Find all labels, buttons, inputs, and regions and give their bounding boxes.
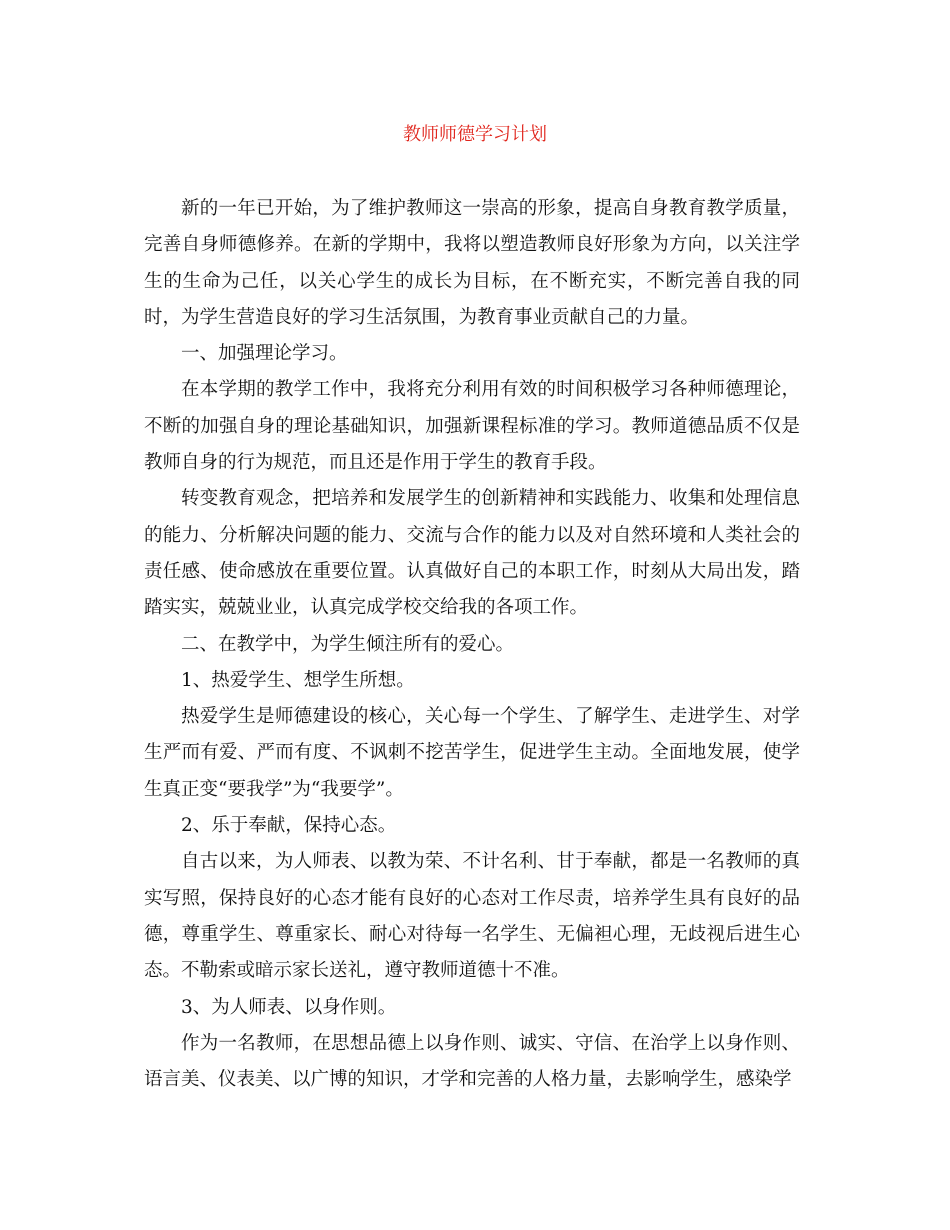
document-title: 教师师德学习计划	[403, 124, 547, 145]
document-body	[144, 191, 800, 1098]
paragraph-theory-study: 在本学期的教学工作中，我将充分利用有效的时间积极学习各种师德理论，不断的加强自身的理论基础知识，加强新课程标准的学习。教师道德品质不仅是教师自身的行为规范，而且还是作用于学生的教育手段。	[144, 379, 800, 474]
paragraph-intro: 新的一年已开始，为了维护教师这一崇高的形象，提高自身教育教学质量，完善自身师德修养。在新的学期中，我将以塑造教师良好形象为方向，以关注学生的生命为己任，以关心学生的成长为目标，在不断充实，不断完善自我的同时，为学生营造良好的学习生活氛围，为教育事业贡献自己的力量。	[144, 198, 800, 328]
heading-theory-study: 一、加强理论学习。	[181, 343, 348, 365]
paragraph-concept-change: 转变教育观念，把培养和发展学生的创新精神和实践能力、收集和处理信息的能力、分析解决问题的能力、交流与合作的能力以及对自然环境和人类社会的责任感、使命感放在重要位置。认真做好自己的本职工作，时刻从大局出发，踏踏实实，兢兢业业，认真完成学校交给我的各项工作。	[144, 488, 800, 619]
paragraph-role-model: 作为一名教师，在思想品德上以身作则、诚实、守信、在治学上以身作则、语言美、仪表美、以广博的知识，才学和完善的人格力量，去影响学生，感染学	[144, 1032, 800, 1091]
subheading-dedication: 2、乐于奉献，保持心态。	[181, 815, 397, 837]
paragraph-dedication: 自古以来，为人师表、以教为荣、不计名利、甘于奉献，都是一名教师的真实写照，保持良好的心态才能有良好的心态对工作尽责，培养学生具有良好的品德，尊重学生、尊重家长、耐心对待每一名学生、无偏袒心理，无歧视后进生心态。不勒索或暗示家长送礼，遵守教师道德十不准。	[144, 851, 800, 982]
subheading-role-model: 3、为人师表、以身作则。	[181, 996, 397, 1018]
heading-love-students: 二、在教学中，为学生倾注所有的爱心。	[181, 633, 515, 655]
paragraph-love-students: 热爱学生是师德建设的核心，关心每一个学生、了解学生、走进学生、对学生严而有爱、严而有度、不讽刺不挖苦学生，促进学生主动。全面地发展，使学生真正变“要我学”为“我要学”。	[144, 706, 800, 800]
subheading-love-students: 1、热爱学生、想学生所想。	[181, 669, 415, 691]
